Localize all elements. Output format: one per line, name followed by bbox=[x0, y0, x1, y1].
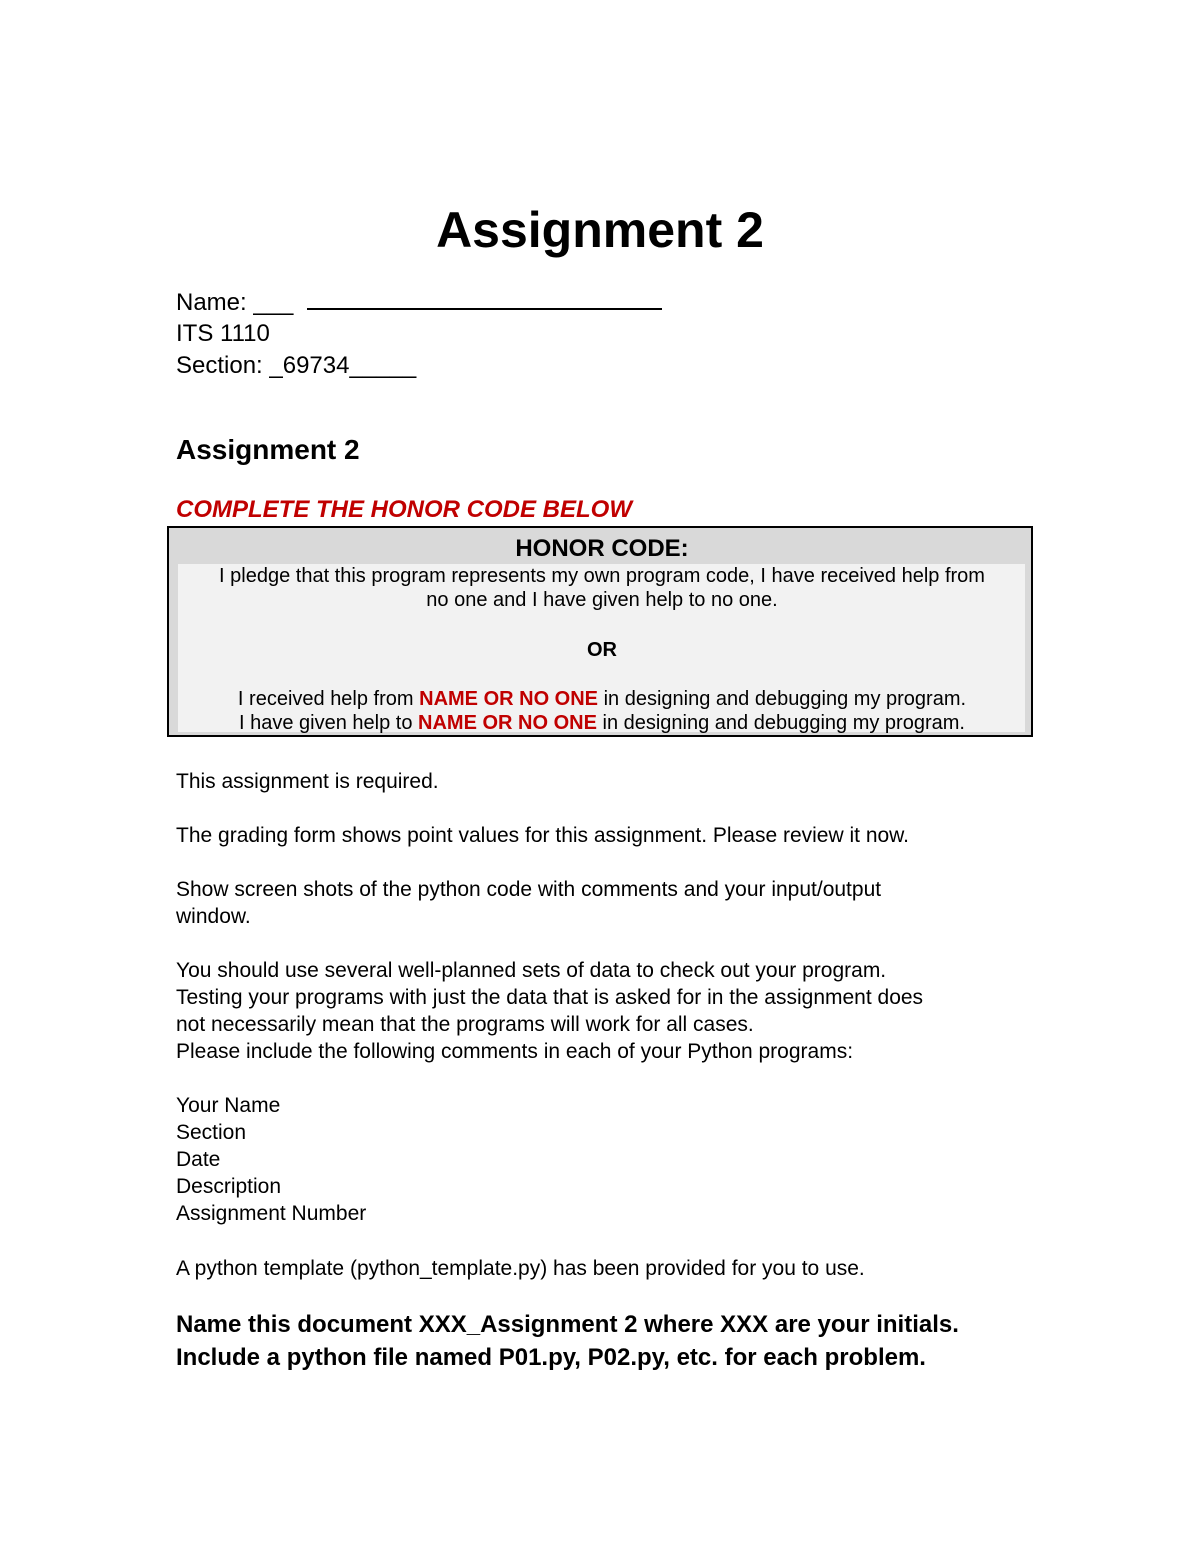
received-suffix: in designing and debugging my program. bbox=[598, 688, 967, 710]
honor-or-text: OR bbox=[587, 639, 617, 661]
comment-item-name: Your Name bbox=[176, 1094, 281, 1117]
given-suffix: in designing and debugging my program. bbox=[596, 712, 965, 734]
comment-item-assignment-number: Assignment Number bbox=[176, 1202, 367, 1225]
screenshots-text-line-1: Show screen shots of the python code with comments and your input/output bbox=[176, 878, 882, 901]
testing-text-line-1: You should use several well-planned sets of data to check out your program. bbox=[176, 959, 887, 982]
comment-item-date: Date bbox=[176, 1148, 221, 1171]
testing-text-line-2: Testing your programs with just the data that is asked for in the assignment does bbox=[176, 986, 924, 1009]
assignment-subtitle: Assignment 2 bbox=[176, 434, 360, 465]
closing-line-2: Include a python file named P01.py, P02.py, etc. for each problem. bbox=[176, 1344, 926, 1371]
template-note: A python template (python_template.py) has been provided for you to use. bbox=[176, 1257, 865, 1280]
given-help-line bbox=[169, 711, 1035, 735]
testing-text-line-3: not necessarily mean that the programs will work for all cases. bbox=[176, 1013, 754, 1036]
received-help-line bbox=[169, 687, 1035, 711]
document-title: Assignment 2 bbox=[436, 202, 764, 258]
pledge-line-1: I pledge that this program represents my own program code, I have received help from bbox=[219, 565, 985, 587]
given-name-placeholder: NAME OR NO ONE bbox=[418, 712, 597, 734]
honor-code-heading: HONOR CODE: bbox=[515, 535, 689, 562]
name-underline bbox=[307, 286, 662, 310]
comments-intro: Please include the following comments in each of your Python programs: bbox=[176, 1040, 854, 1063]
name-line bbox=[176, 286, 662, 319]
pledge-line-2: no one and I have given help to no one. bbox=[426, 589, 778, 611]
closing-line-1: Name this document XXX_Assignment 2 where XXX are your initials. bbox=[176, 1311, 959, 1338]
comment-item-description: Description bbox=[176, 1175, 282, 1198]
given-prefix: I have given help to bbox=[239, 712, 419, 734]
honor-code-box bbox=[167, 526, 1033, 737]
grading-text: The grading form shows point values for this assignment. Please review it now. bbox=[176, 824, 910, 847]
screenshots-text-line-2: window. bbox=[176, 905, 251, 928]
section-line: Section: _69734_____ bbox=[176, 352, 417, 379]
received-prefix: I received help from bbox=[237, 688, 420, 710]
honor-code-instruction: COMPLETE THE HONOR CODE BELOW bbox=[176, 496, 632, 523]
course-line: ITS 1110 bbox=[176, 320, 270, 347]
received-name-placeholder: NAME OR NO ONE bbox=[419, 688, 599, 710]
name-label: Name: ___ bbox=[176, 289, 294, 316]
required-text: This assignment is required. bbox=[176, 770, 439, 793]
comment-item-section: Section bbox=[176, 1121, 247, 1144]
